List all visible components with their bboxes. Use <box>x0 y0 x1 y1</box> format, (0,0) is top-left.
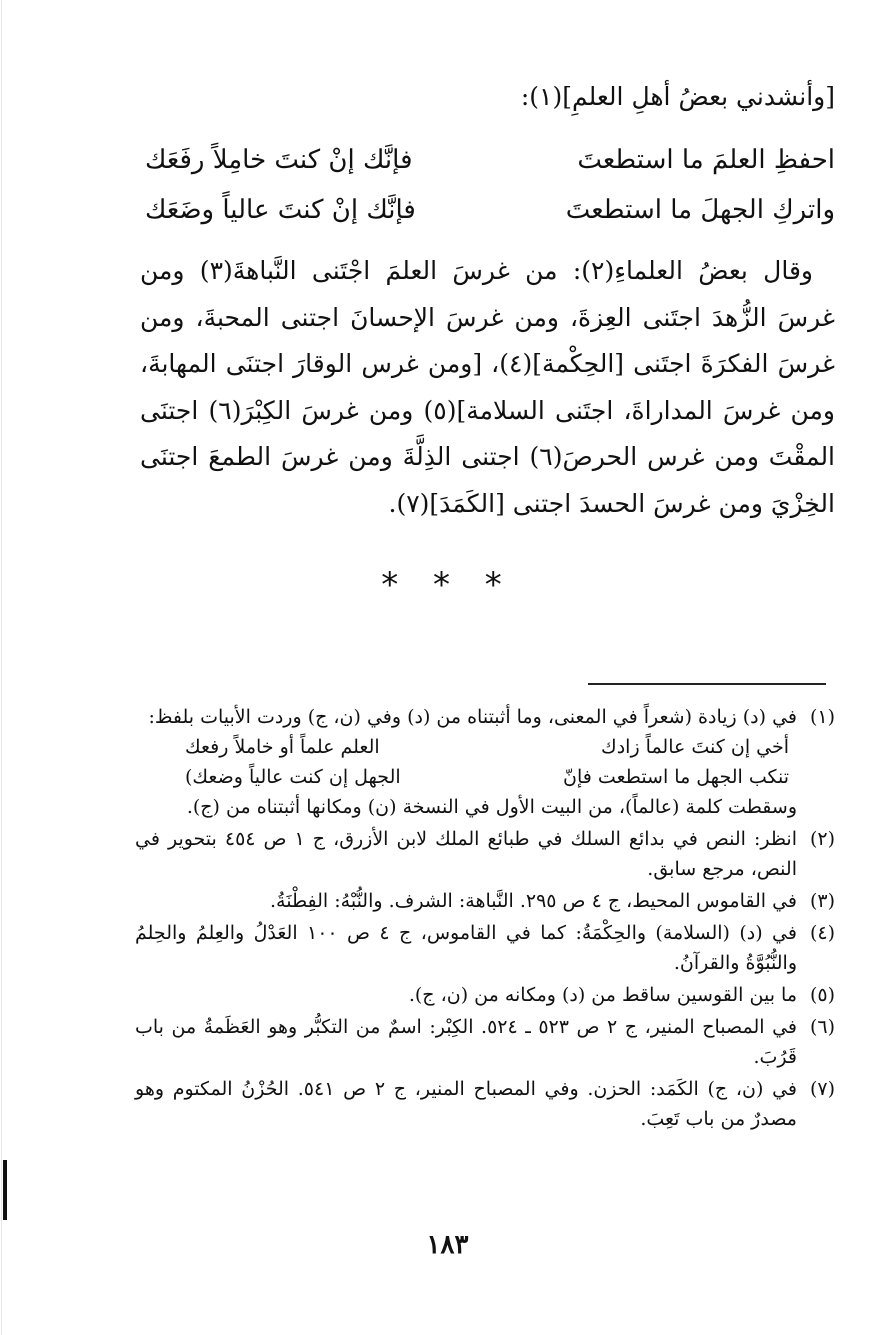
footnote-verse-2 <box>135 762 797 792</box>
verse-line-1 <box>145 145 835 189</box>
footnote-text: ما بين القوسين ساقط من (د) ومكانه من (ن، ج). <box>408 984 797 1006</box>
footnote-text: في (د) زيادة (شعراً في المعنى، وما أثبتناه من (د) وفي (ن، ج) وردت الأبيات بلفظ: <box>148 706 797 728</box>
footnote-number: (٢) <box>809 828 835 850</box>
footnote-verse-2-second: الجهل إن كنت عالياً وضعك) <box>185 766 401 788</box>
footnote-text: في القاموس المحيط، ج ٤ ص ٢٩٥. النَّباهة: الشرف. والنُّبْهُ: الفِطْنَةُ. <box>269 890 797 912</box>
footnote-text: انظر: النص في بدائع السلك في طبائع الملك لابن الأزرق، ج ١ ص ٤٥٤ بتحوير في النص، مرجع سابق. <box>135 828 797 880</box>
scan-mark <box>3 1160 7 1220</box>
footnotes <box>135 702 835 1136</box>
footnote-number: (٥) <box>809 984 835 1006</box>
footnote-verse-2-first: تنكب الجهل ما استطعت فإنّ <box>563 766 789 788</box>
prose-paragraph <box>140 248 835 527</box>
verse-1-first-hemistich: احفظِ العلمَ ما استطعتَ <box>577 145 835 175</box>
prose-text: وقال بعضُ العلماءِ(٢): من غرسَ العلمَ اجْتَنى النَّباهةَ(٣) ومن غرسَ الزُّهدَ اجتَنى العِزةَ، ومن غرسَ الإحسانَ اجتنى المحبةَ، ومن غرسَ الفكرَةَ اجتَنى [الحِكْمة](٤)، [ومن غرس الوقارَ اجتنَى المهابةَ، ومن غرسَ المداراةَ، اجتَنى السلامة](٥) ومن غرسَ الكِبْرَ(٦) اجتنَى المقْتَ ومن غرس الحرصَ(٦) اجتنى الذِلَّةَ ومن غرسَ الطمعَ اجتنَى الخِزْيَ ومن غرسَ الحسدَ اجتنى [الكَمَدَ](٧). <box>140 256 836 518</box>
verse-2-second-hemistich: فإنَّك إنْ كنتَ عالياً وضَعَك <box>145 195 416 225</box>
footnote-number: (٤) <box>809 922 835 944</box>
footnote-1 <box>135 702 835 822</box>
footnote-text-after: وسقطت كلمة (عالماً)، من البيت الأول في النسخة (ن) ومكانها أثبتناه من (ج). <box>186 796 797 818</box>
footnote-verse-1-second: العلم علماً أو خاملاً رفعك <box>185 736 380 758</box>
footnote-4 <box>135 918 835 978</box>
footnote-6 <box>135 1012 835 1072</box>
footnote-text: في المصباح المنير، ج ٢ ص ٥٢٣ ـ ٥٢٤. الكِبْر: اسمٌ من التكبُّر وهو العَظَمةُ من باب قَرُبَ. <box>135 1016 797 1068</box>
footnote-3 <box>135 886 835 916</box>
section-separator: * * * <box>381 565 514 605</box>
footnote-rule <box>588 683 826 685</box>
page-number: ١٨٣ <box>426 1230 469 1260</box>
footnote-number: (٦) <box>809 1016 835 1038</box>
footnote-7 <box>135 1074 835 1134</box>
verse-2-first-hemistich: واتركِ الجهلَ ما استطعتَ <box>565 195 835 225</box>
footnote-verse-1-first: أخي إن كنتَ عالماً زادك <box>601 736 789 758</box>
footnote-text: في (ن، ج) الكَمَد: الحزن. وفي المصباح المنير، ج ٢ ص ٥٤١. الحُزْنُ المكتوم وهو مصدرٌ من باب تَعِبَ. <box>135 1078 797 1130</box>
verse-1-second-hemistich: فإنَّك إنْ كنتَ خامِلاً رفَعَك <box>145 145 413 175</box>
scan-edge <box>1 0 2 1335</box>
footnote-text: في (د) (السلامة) والحِكْمَةُ: كما في القاموس، ج ٤ ص ١٠٠ العَدْلُ والعِلمُ والحِلمُ والنُّبُوَّةُ والقرآنُ. <box>135 922 797 974</box>
footnote-number: (١) <box>809 706 835 728</box>
footnote-2 <box>135 824 835 884</box>
footnote-5 <box>135 980 835 1010</box>
footnote-number: (٣) <box>809 890 835 912</box>
intro-line: [وأنشدني بعضُ أهلِ العلمِ](١): <box>520 82 835 111</box>
footnote-number: (٧) <box>809 1078 835 1100</box>
footnote-verse-1 <box>135 732 797 762</box>
verse-line-2 <box>145 195 835 239</box>
